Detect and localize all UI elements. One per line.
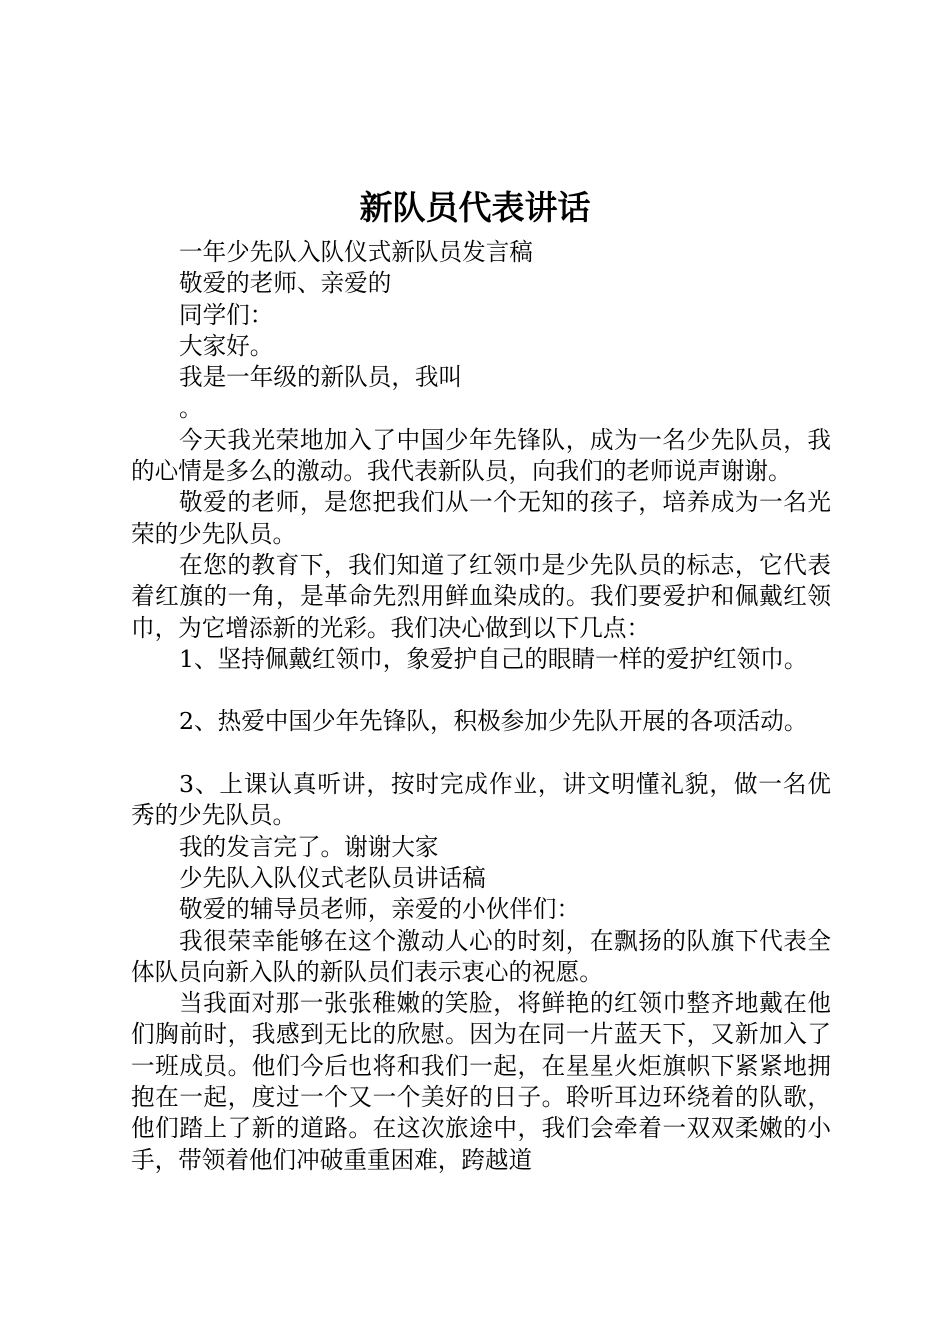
paragraph: 当我面对那一张张稚嫩的笑脸，将鲜艳的红领巾整齐地戴在他们胸前时，我感到无比的欣慰。因为在同一片蓝天下，又新加入了一班成员。他们今后也将和我们一起，在星星火炬旗帜下紧紧地拥抱在一起，度过一个又一个美好的日子。聆听耳边环绕着的队歌，他们踏上了新的道路。在这次旅途中，我们会牵着一双双柔嫩的小手，带领着他们冲破重重困难，跨越道 (131, 989, 831, 1174)
list-item: 3、上课认真听讲，按时完成作业，讲文明懂礼貌，做一名优秀的少先队员。 (131, 770, 831, 830)
paragraph: 少先队入队仪式老队员讲话稿 (179, 863, 486, 892)
paragraph: 今天我光荣地加入了中国少年先锋队，成为一名少先队员，我的心情是多么的激动。我代表新队员，向我们的老师说声谢谢。 (131, 425, 831, 486)
paragraph: 。 (179, 394, 203, 423)
paragraph: 一年少先队入队仪式新队员发言稿 (179, 238, 533, 266)
paragraph: 在您的教育下，我们知道了红领巾是少先队员的标志，它代表着红旗的一角，是革命先烈用鲜血染成的。我们要爱护和佩戴红领巾，为它增添新的光彩。我们决心做到以下几点： (131, 550, 831, 642)
paragraph: 敬爱的老师、亲爱的 (179, 269, 392, 298)
paragraph: 我的发言完了。谢谢大家 (179, 832, 439, 861)
paragraph: 敬爱的老师，是您把我们从一个无知的孩子，培养成为一名光荣的少先队员。 (131, 488, 831, 548)
document-title: 新队员代表讲话 (359, 188, 591, 227)
list-item: 2、热爱中国少年先锋队，积极参加少先队开展的各项活动。 (179, 707, 808, 736)
paragraph: 我很荣幸能够在这个激动人心的时刻，在飘扬的队旗下代表全体队员向新入队的新队员们表示衷心的祝愿。 (131, 926, 831, 986)
paragraph: 同学们： (179, 300, 274, 329)
paragraph: 敬爱的辅导员老师，亲爱的小伙伴们： (179, 895, 581, 924)
document-body (131, 237, 831, 1176)
list-item: 1、坚持佩戴红领巾，象爱护自己的眼睛一样的爱护红领巾。 (179, 644, 808, 673)
paragraph: 我是一年级的新队员，我叫 (179, 363, 463, 392)
paragraph: 大家好。 (179, 331, 274, 360)
